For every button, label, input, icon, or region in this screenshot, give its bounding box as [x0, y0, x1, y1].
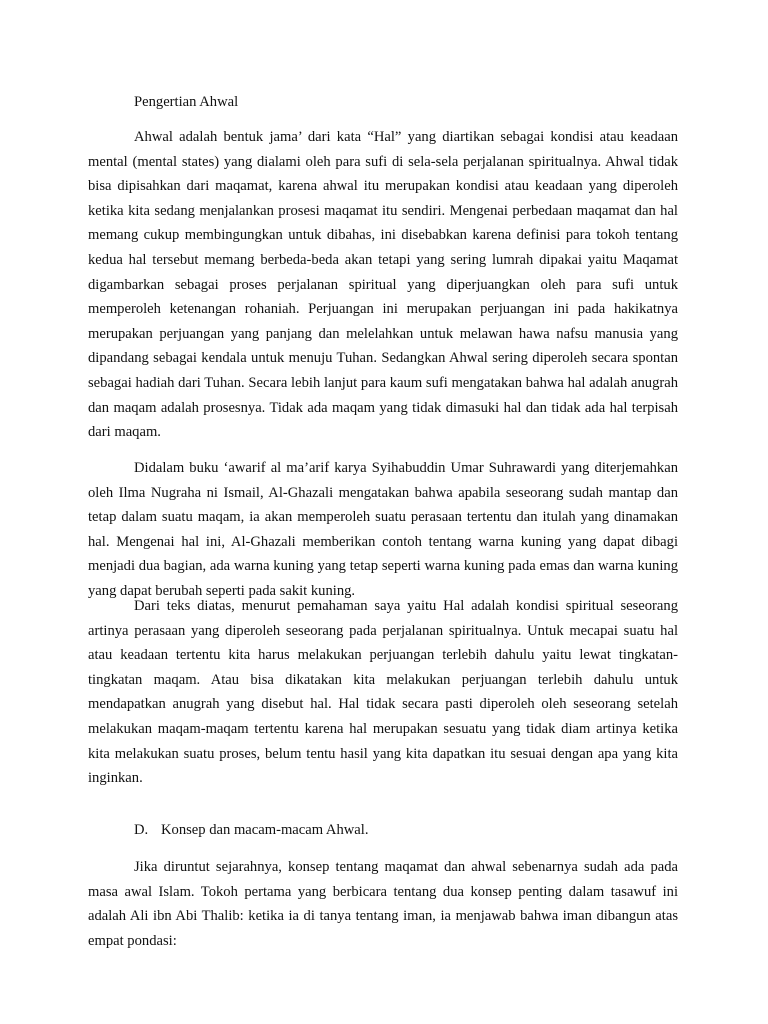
paragraph: Jika diruntut sejarahnya, konsep tentang maqamat dan ahwal sebenarnya sudah ada pada masa awal Islam. Tokoh pertama yang berbicara tentang dua konsep penting dalam tasawuf ini adalah Ali ibn Abi Thalib: ketika ia di tanya tentang iman, ia menjawab bahwa iman dibangun atas empat pondasi:: [88, 859, 678, 949]
section-letter: D.: [134, 822, 149, 838]
section-heading: [134, 818, 368, 843]
section-title: Konsep dan macam-macam Ahwal.: [161, 822, 369, 838]
paragraph: Dari teks diatas, menurut pemahaman saya yaitu Hal adalah kondisi spiritual seseorang artinya perasaan yang diperoleh seseorang pada perjalanan spiritualnya. Untuk mecapai suatu hal atau keadaan tertentu kita harus melakukan perjuangan terlebih dahulu yaitu lewat tingkatan-tingkatan maqam. Atau bisa dikatakan kita melakukan perjuangan terlebih dahulu untuk mendapatkan anugrah yang disebut hal. Hal tidak secara pasti diperoleh oleh seseorang setelah melakukan maqam-maqam tertentu karena hal merupakan sesuatu yang tidak diam artinya ketika kita melakukan suatu proses, belum tentu hasil yang kita dapatkan itu sesuai dengan apa yang kita inginkan.: [88, 598, 678, 787]
paragraph: Didalam buku ‘awarif al ma’arif karya Syihabuddin Umar Suhrawardi yang diterjemahkan oleh Ilma Nugraha ni Ismail, Al-Ghazali mengatakan bahwa apabila seseorang sudah mantap dan tetap dalam suatu maqam, ia akan memperoleh suatu perasaan tertentu dan itulah yang dinamakan hal. Mengenai hal ini, Al-Ghazali memberikan contoh tentang warna kuning yang dapat dibagi menjadi dua bagian, ada warna kuning yang tetap seperti warna kuning pada emas dan warna kuning yang dapat berubah seperti pada sakit kuning.: [88, 460, 678, 599]
paragraph: Ahwal adalah bentuk jama’ dari kata “Hal” yang diartikan sebagai kondisi atau keadaan mental (mental states) yang dialami oleh para sufi di sela-sela perjalanan spiritualnya. Ahwal tidak bisa dipisahkan dari maqamat, karena ahwal itu merupakan kondisi atau keadaan yang diperoleh ketika kita sedang menjalankan prosesi maqamat itu sendiri. Mengenai perbedaan maqamat dan hal memang cukup membingungkan untuk dibahas, ini disebabkan karena definisi para tokoh tentang kedua hal tersebut memang berbeda-beda akan tetapi yang sering lumrah dipakai yaitu Maqamat digambarkan sebagai proses perjalanan spiritual yang diperjuangkan oleh para sufi untuk memperoleh ketenangan rohaniah. Perjuangan ini merupakan perjuangan ini pada hakikatnya merupakan perjuangan yang panjang dan melelahkan untuk melawan hawa nafsu manusia yang dipandang sebagai kendala untuk menuju Tuhan. Sedangkan Ahwal sering diperoleh secara spontan sebagai hadiah dari Tuhan. Secara lebih lanjut para kaum sufi mengatakan bahwa hal adalah anugrah dan maqam adalah prosesnya. Tidak ada maqam yang tidak dimasuki hal dan tidak ada hal terpisah dari maqam.: [88, 129, 678, 441]
page-heading: Pengertian Ahwal: [134, 94, 239, 110]
